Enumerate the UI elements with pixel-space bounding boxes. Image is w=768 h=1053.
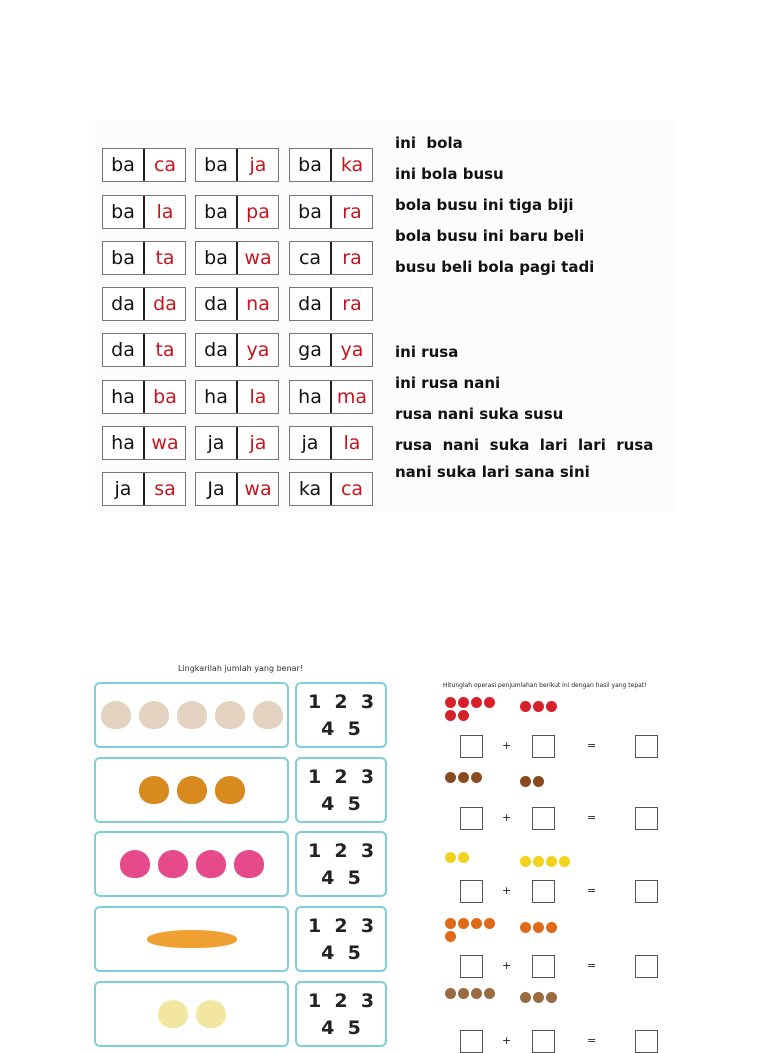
syllable-first: da [103,334,145,366]
syllable-card [289,472,373,506]
leaf-icon [520,922,531,933]
strawberry-icon [458,697,469,708]
reading-line: bola busu ini tiga biji [395,196,574,214]
answer-box[interactable] [460,735,483,758]
addition-title: Hitunglah operasi penjumlahan berikut ini dengan hasil yang tepat! [443,682,647,689]
number-choices[interactable] [295,831,387,897]
syllable-second: sa [154,478,176,500]
syllable-second: na [246,293,270,315]
bee-icon [546,856,557,867]
burger-icon [533,776,544,787]
counting-title: Lingkarilah jumlah yang benar! [177,664,304,673]
equals-sign: = [587,739,597,752]
strawberry-icon [484,697,495,708]
leaf-group-a [445,918,500,942]
plus-sign: + [502,811,512,824]
onion-icon [215,776,245,804]
number-choices[interactable] [295,682,387,748]
syllable-first: ba [103,196,145,228]
leaf-icon [484,918,495,929]
burger-group-b [520,776,590,787]
numbers-row: 4 5 [321,867,361,889]
syllable-first: ba [196,149,238,181]
syllable-card [102,380,186,414]
syllable-first: ha [290,381,332,413]
syllable-card [102,241,186,275]
bee-icon [445,852,456,863]
item-box-garlic [94,682,289,748]
answer-box[interactable] [460,807,483,830]
numbers-row: 4 5 [321,1017,361,1039]
syllable-first: da [196,334,238,366]
syllable-second: ra [342,201,362,223]
strawberry-icon [520,701,531,712]
radish-icon [120,850,150,878]
item-box-ginger [94,981,289,1047]
syllable-first: ha [196,381,238,413]
reading-line: rusa nani suka susu [395,405,564,423]
syllable-card [195,287,279,321]
syllable-first: ba [290,196,332,228]
plus-sign: + [502,884,512,897]
syllable-first: ja [290,427,332,459]
burger-icon [445,772,456,783]
syllable-card [289,380,373,414]
garlic-icon [177,701,207,729]
teddy-bear-icon [546,992,557,1003]
teddy-bear-icon [533,992,544,1003]
leaf-group-b [520,922,590,933]
teddy-bear-group-a [445,988,500,999]
syllable-first: ha [103,381,145,413]
radish-icon [234,850,264,878]
syllable-card [195,148,279,182]
answer-box[interactable] [635,735,658,758]
leaf-icon [445,931,456,942]
syllable-card [289,426,373,460]
item-box-radish [94,831,289,897]
numbers-row: 1 2 3 [307,915,375,937]
reading-line: bola busu ini baru beli [395,227,585,245]
syllable-first: ba [196,242,238,274]
plus-sign: + [502,1034,512,1047]
bee-icon [559,856,570,867]
numbers-row: 1 2 3 [307,840,375,862]
garlic-icon [253,701,283,729]
numbers-row: 1 2 3 [307,691,375,713]
syllable-card [289,287,373,321]
syllable-first: da [290,288,332,320]
burger-group-a [445,772,500,783]
reading-line: rusa nani suka lari lari rusa [395,436,654,454]
syllable-first: ha [103,427,145,459]
syllable-second: wa [151,432,179,454]
teddy-bear-icon [484,988,495,999]
answer-box[interactable] [460,1030,483,1053]
syllable-first: ga [290,334,332,366]
syllable-card [195,472,279,506]
syllable-card [195,195,279,229]
syllable-second: ma [336,386,368,408]
syllable-card [102,148,186,182]
syllable-first: ja [196,427,238,459]
number-choices[interactable] [295,757,387,823]
syllable-second: ra [342,293,362,315]
syllable-second: wa [244,247,272,269]
syllable-second: ca [153,154,177,176]
equals-sign: = [587,884,597,897]
teddy-bear-group-b [520,992,590,1003]
syllable-second: la [156,201,174,223]
syllable-second: ka [340,154,364,176]
carrot-icon [147,930,237,948]
syllable-first: Ja [196,473,238,505]
bee-icon [458,852,469,863]
bee-group-b [520,856,590,867]
reading-line: ini bola [395,134,463,152]
syllable-second: ya [340,339,364,361]
syllable-card [195,380,279,414]
numbers-row: 4 5 [321,942,361,964]
syllable-card [289,148,373,182]
syllable-second: ta [155,339,175,361]
garlic-icon [139,701,169,729]
onion-icon [139,776,169,804]
syllable-first: ca [290,242,332,274]
syllable-second: la [343,432,361,454]
syllable-second: ya [246,339,270,361]
syllable-card [102,287,186,321]
teddy-bear-icon [520,992,531,1003]
numbers-row: 1 2 3 [307,766,375,788]
strawberry-icon [533,701,544,712]
reading-line: nani suka lari sana sini [395,463,590,481]
answer-box[interactable] [532,880,555,903]
syllable-second: wa [244,478,272,500]
leaf-icon [445,918,456,929]
syllable-card [102,426,186,460]
syllable-first: ba [196,196,238,228]
syllable-card [195,426,279,460]
syllable-card [102,195,186,229]
burger-icon [471,772,482,783]
syllable-second: ra [342,247,362,269]
garlic-icon [101,701,131,729]
syllable-card [102,472,186,506]
answer-box[interactable] [532,807,555,830]
radish-icon [196,850,226,878]
strawberry-icon [546,701,557,712]
bee-icon [520,856,531,867]
syllable-first: ba [103,149,145,181]
teddy-bear-icon [445,988,456,999]
teddy-bear-icon [471,988,482,999]
syllable-first: da [196,288,238,320]
syllable-card [289,241,373,275]
syllable-first: ja [103,473,145,505]
numbers-row: 4 5 [321,718,361,740]
answer-box[interactable] [532,1030,555,1053]
number-choices[interactable] [295,981,387,1047]
strawberry-group-b [520,701,590,712]
answer-box[interactable] [532,955,555,978]
leaf-icon [458,918,469,929]
onion-icon [177,776,207,804]
burger-icon [458,772,469,783]
answer-box[interactable] [635,807,658,830]
item-box-onion [94,757,289,823]
syllable-card [195,333,279,367]
syllable-first: ba [290,149,332,181]
syllable-second: ta [155,247,175,269]
burger-icon [520,776,531,787]
leaf-icon [471,918,482,929]
syllable-second: pa [246,201,270,223]
strawberry-icon [445,710,456,721]
reading-line: busu beli bola pagi tadi [395,258,595,276]
number-choices[interactable] [295,906,387,972]
equals-sign: = [587,811,597,824]
answer-box[interactable] [635,955,658,978]
syllable-card [289,195,373,229]
bee-group-a [445,852,500,863]
plus-sign: + [502,959,512,972]
answer-box[interactable] [532,735,555,758]
strawberry-icon [471,697,482,708]
strawberry-icon [458,710,469,721]
plus-sign: + [502,739,512,752]
strawberry-icon [445,697,456,708]
syllable-card [289,333,373,367]
numbers-row: 4 5 [321,793,361,815]
syllable-first: ba [103,242,145,274]
reading-line: ini bola busu [395,165,504,183]
equals-sign: = [587,959,597,972]
equals-sign: = [587,1034,597,1047]
syllable-card [102,333,186,367]
answer-box[interactable] [635,880,658,903]
answer-box[interactable] [460,880,483,903]
answer-box[interactable] [460,955,483,978]
item-box-carrot [94,906,289,972]
numbers-row: 1 2 3 [307,990,375,1012]
syllable-card [195,241,279,275]
syllable-second: ca [340,478,364,500]
syllable-second: la [249,386,267,408]
garlic-icon [215,701,245,729]
reading-line: ini rusa nani [395,374,501,392]
reading-line: ini rusa [395,343,459,361]
syllable-first: ka [290,473,332,505]
syllable-second: ja [249,154,267,176]
answer-box[interactable] [635,1030,658,1053]
strawberry-group-a [445,697,500,721]
bee-icon [533,856,544,867]
syllable-first: da [103,288,145,320]
syllable-second: ja [249,432,267,454]
leaf-icon [533,922,544,933]
syllable-second: ba [153,386,177,408]
radish-icon [158,850,188,878]
syllable-second: da [153,293,177,315]
teddy-bear-icon [458,988,469,999]
leaf-icon [546,922,557,933]
